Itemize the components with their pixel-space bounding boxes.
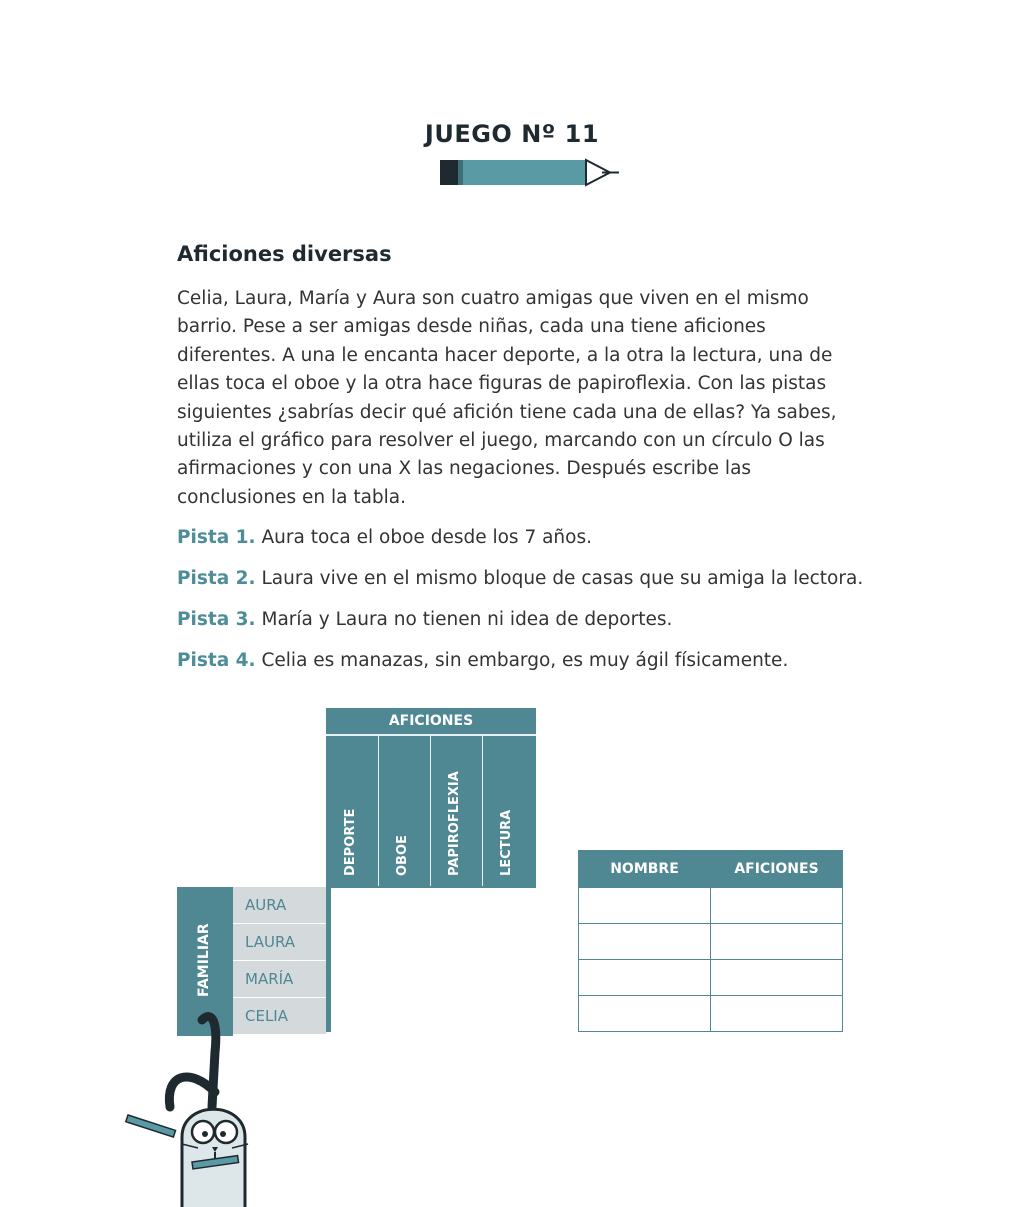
header-nombre: NOMBRE: [579, 851, 711, 888]
summary-cell[interactable]: [579, 996, 711, 1032]
clue-3: [177, 609, 877, 630]
row-group-label: FAMILIAR: [196, 923, 212, 997]
clue-text: Aura toca el oboe desde los 7 años.: [261, 527, 592, 548]
grid-cell[interactable]: [330, 996, 331, 1032]
table-row: [579, 960, 843, 996]
clue-text: Laura vive en el mismo bloque de casas que su amiga la lectora.: [261, 568, 864, 589]
clue-label: Pista 1.: [177, 527, 256, 548]
header-aficiones: AFICIONES: [711, 851, 843, 888]
summary-cell[interactable]: [711, 888, 843, 924]
clue-text: María y Laura no tienen ni idea de deportes.: [261, 609, 673, 630]
clue-2: [177, 568, 877, 589]
column-label: PAPIROFLEXIA: [447, 771, 462, 876]
grid-cell[interactable]: [330, 924, 331, 960]
intro-paragraph: Celia, Laura, María y Aura son cuatro amigas que viven en el mismo barrio. Pese a ser amigas desde niñas, cada una tiene aficiones diferentes. A una le encanta hacer deporte, a la otra la lectura, una de ellas toca el oboe y la otra hace figuras de papiroflexia. Con las pistas siguientes ¿sabrías decir qué afición tiene cada una de ellas? Ya sabes, utiliza el gráfico para resolver el juego, marcando con un círculo O las afirmaciones y con una X las negaciones. Después escribe las conclusiones en la tabla.: [177, 288, 837, 508]
rabbit-mascot-illustration: [120, 1012, 260, 1207]
grid-cell[interactable]: [330, 960, 331, 996]
column-label: OBOE: [395, 835, 410, 876]
clue-label: Pista 3.: [177, 609, 256, 630]
column-group-label: AFICIONES: [326, 708, 536, 736]
clue-text: Celia es manazas, sin embargo, es muy ágil físicamente.: [261, 650, 789, 671]
clue-1: [177, 527, 877, 548]
table-row: [579, 924, 843, 960]
grid-cell[interactable]: [330, 888, 331, 924]
table-row: [579, 888, 843, 924]
table-row: [327, 888, 331, 924]
clue-label: Pista 2.: [177, 568, 256, 589]
column-header-lectura: [482, 736, 534, 886]
summary-cell[interactable]: [711, 960, 843, 996]
row-name-laura: LAURA: [233, 924, 326, 961]
page-title: JUEGO Nº 11: [424, 120, 600, 148]
column-label: LECTURA: [499, 809, 514, 876]
table-row: [327, 960, 331, 996]
section-heading: Aficiones diversas: [177, 242, 392, 266]
table-row: [327, 924, 331, 960]
column-header-papiroflexia: [430, 736, 483, 886]
row-name-maria: MARÍA: [233, 961, 326, 998]
clue-4: [177, 650, 877, 671]
table-row: [579, 996, 843, 1032]
grid-cells: [326, 887, 331, 1032]
summary-cell[interactable]: [711, 996, 843, 1032]
column-header-deporte: [326, 736, 379, 886]
row-name-celia: CELIA: [233, 998, 326, 1035]
table-row: [327, 996, 331, 1032]
column-label: DEPORTE: [343, 808, 358, 876]
pencil-icon: [438, 158, 620, 188]
column-header-oboe: [378, 736, 431, 886]
clue-label: Pista 4.: [177, 650, 256, 671]
column-header-group: [326, 708, 536, 888]
table-header-row: [579, 851, 843, 888]
summary-cell[interactable]: [579, 888, 711, 924]
summary-cell[interactable]: [579, 960, 711, 996]
row-name-aura: AURA: [233, 887, 326, 924]
summary-table: [578, 850, 843, 1032]
summary-cell[interactable]: [711, 924, 843, 960]
summary-cell[interactable]: [579, 924, 711, 960]
